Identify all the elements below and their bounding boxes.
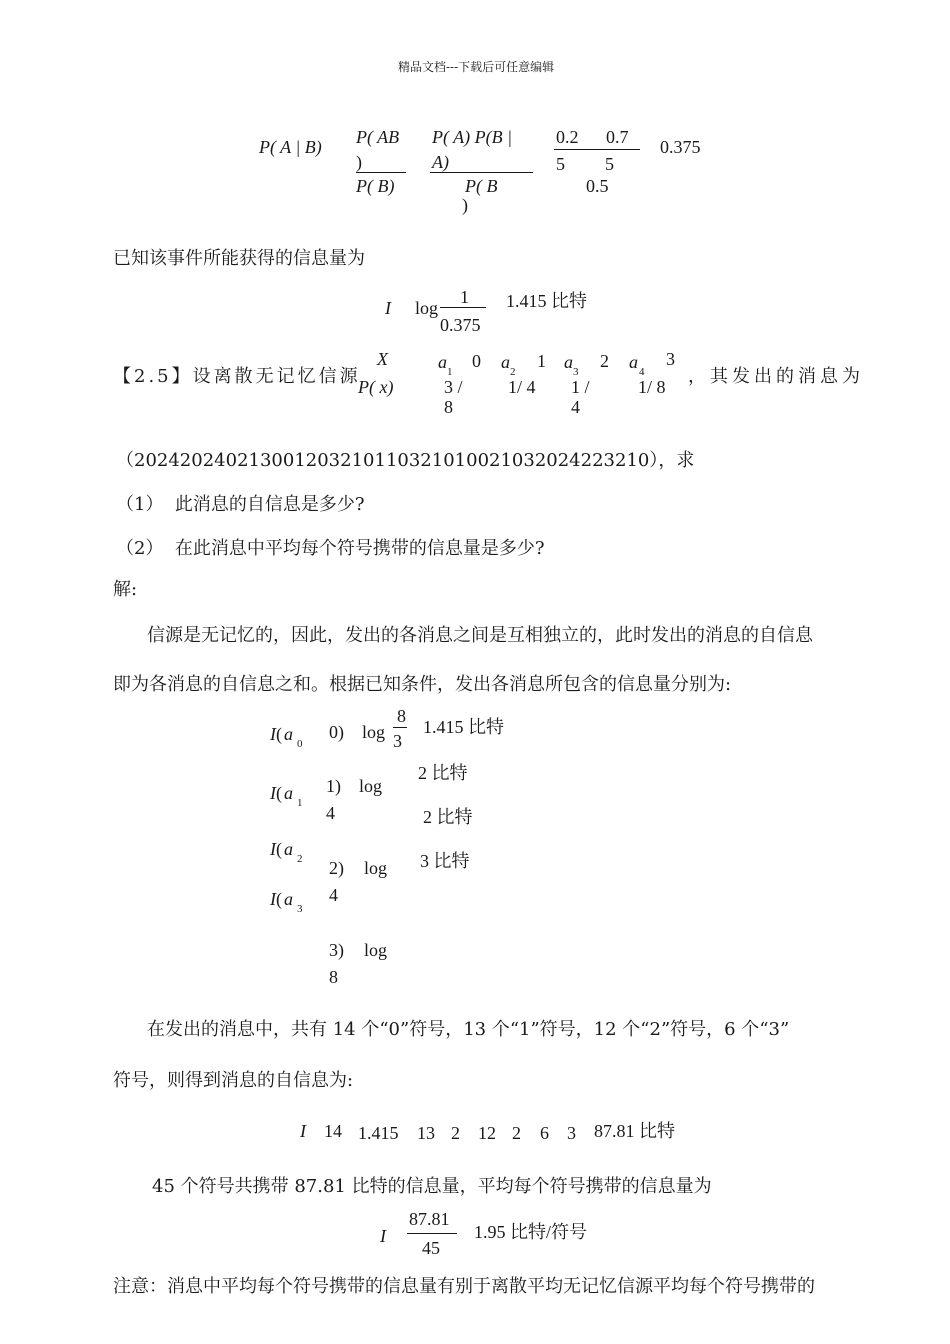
sym-a4: a bbox=[629, 352, 638, 372]
paragraph-1: 信源是无记忆的，因此，发出的各消息之间是互相独立的，此时发出的消息的自信息 bbox=[147, 625, 813, 646]
problem-label: 【2.5】设离散无记忆信源 bbox=[113, 366, 361, 387]
eq1-result: 0.375 bbox=[660, 137, 701, 157]
eq1-f1-bot: P( B) bbox=[356, 176, 395, 196]
info-four-2: 4 bbox=[329, 885, 338, 905]
info-i-3: I bbox=[270, 889, 276, 909]
eq1-f3-top: 0.2 bbox=[556, 127, 579, 147]
info-log-3: log bbox=[364, 940, 388, 960]
eq1-f34-bot: 0.5 bbox=[586, 176, 609, 196]
eq1-f1-top2: ) bbox=[356, 152, 362, 172]
info-zero: 0) bbox=[329, 722, 344, 742]
info-frac-bar bbox=[393, 727, 407, 728]
val-2: 2 bbox=[600, 351, 609, 371]
sym-a3-sub: 3 bbox=[573, 366, 579, 378]
info-sub-0: 0 bbox=[297, 738, 303, 750]
eq3-term-6: 2 bbox=[512, 1123, 521, 1143]
message-sequence: （202420240213001203210110321010021032024223210），求 bbox=[116, 450, 695, 471]
prob-4: 1/ 8 bbox=[638, 377, 666, 397]
eq4-result: 1.95 比特/符号 bbox=[474, 1222, 588, 1242]
problem-tail: ，其发出的消息为 bbox=[688, 366, 864, 387]
info-i-2: I bbox=[270, 839, 276, 859]
eq1-f1-top1: P( AB bbox=[356, 127, 400, 147]
info-a-3: a bbox=[284, 889, 293, 909]
info-eight: 8 bbox=[329, 967, 338, 987]
eq3-lhs: I bbox=[300, 1121, 306, 1141]
eq4-lhs: I bbox=[380, 1226, 386, 1246]
info-four-1: 4 bbox=[326, 803, 335, 823]
eq2-den: 0.375 bbox=[440, 315, 481, 335]
note: 注意：消息中平均每个符号携带的信息量有别于离散平均无记忆信源平均每个符号携带的 bbox=[113, 1276, 815, 1297]
prob-1-den: 8 bbox=[444, 397, 453, 417]
eq1-f2-top2: A) bbox=[432, 152, 449, 172]
info-log-1: log bbox=[359, 776, 383, 796]
info-two: 2) bbox=[329, 858, 344, 878]
info-r3: 3 比特 bbox=[420, 851, 470, 871]
eq4-den: 45 bbox=[422, 1238, 440, 1258]
page-header: 精品文档---下载后可任意编辑 bbox=[398, 60, 555, 74]
info-sub-2: 2 bbox=[297, 853, 303, 865]
eq2-bar bbox=[440, 307, 486, 308]
sym-a1: a bbox=[438, 352, 447, 372]
paragraph-3: 在发出的消息中，共有 14 个“0”符号，13 个“1”符号，12 个“2”符号，6 个“3” bbox=[147, 1019, 790, 1040]
info-a-1: a bbox=[284, 783, 293, 803]
paragraph-2: 即为各消息的自信息之和。根据已知条件，发出各消息所包含的信息量分别为: bbox=[113, 674, 732, 695]
question-2: （2） 在此消息中平均每个符号携带的信息量是多少? bbox=[116, 538, 545, 559]
eq1-f34-bar bbox=[554, 149, 640, 150]
info-i-0: I bbox=[270, 724, 276, 744]
eq1-f2-top1: P( A) P(B | bbox=[432, 127, 513, 147]
eq1-f3-top-b: 5 bbox=[556, 154, 565, 174]
eq3-term-5: 12 bbox=[478, 1123, 496, 1143]
eq3-term-7: 6 bbox=[540, 1123, 549, 1143]
eq1-lhs: P( A | B) bbox=[259, 137, 322, 157]
eq2-log: log bbox=[415, 298, 439, 318]
eq4-bar bbox=[407, 1233, 457, 1234]
eq3-term-4: 2 bbox=[451, 1123, 460, 1143]
info-a-0: a bbox=[284, 724, 293, 744]
prob-3-den: 4 bbox=[571, 397, 580, 417]
eq1-f2-bot2: ) bbox=[462, 195, 468, 215]
val-3: 3 bbox=[666, 349, 675, 369]
prob-1: 3 / bbox=[444, 377, 463, 397]
source-px: P( x) bbox=[358, 377, 394, 397]
sym-a2: a bbox=[501, 352, 510, 372]
info-frac-den: 3 bbox=[393, 731, 402, 751]
sym-a4-sub: 4 bbox=[639, 366, 645, 378]
question-1: （1） 此消息的自信息是多少? bbox=[116, 494, 365, 515]
eq1-f2-bot1: P( B bbox=[465, 176, 498, 196]
eq3-term-8: 3 bbox=[567, 1123, 576, 1143]
val-0: 0 bbox=[472, 351, 481, 371]
eq2-result: 1.415 比特 bbox=[506, 291, 587, 311]
text-known-info: 已知该事件所能获得的信息量为 bbox=[113, 248, 365, 269]
info-frac-num: 8 bbox=[397, 706, 406, 726]
eq1-f1-bar bbox=[356, 172, 406, 173]
info-three: 3) bbox=[329, 940, 344, 960]
info-sub-3: 3 bbox=[297, 903, 303, 915]
eq1-f4-top: 0.7 bbox=[606, 127, 629, 147]
eq3-result: 87.81 比特 bbox=[594, 1121, 675, 1141]
sym-a2-sub: 2 bbox=[510, 366, 516, 378]
sym-a1-sub: 1 bbox=[447, 366, 453, 378]
paragraph-4: 符号，则得到消息的自信息为: bbox=[113, 1070, 354, 1091]
info-one: 1) bbox=[326, 776, 341, 796]
info-i-1: I bbox=[270, 783, 276, 803]
val-1: 1 bbox=[537, 351, 546, 371]
eq3-term-1: 14 bbox=[324, 1121, 342, 1141]
paragraph-5: 45 个符号共携带 87.81 比特的信息量，平均每个符号携带的信息量为 bbox=[152, 1176, 712, 1197]
source-x: X bbox=[377, 349, 388, 369]
eq4-num: 87.81 bbox=[409, 1209, 450, 1229]
eq1-f2-bar bbox=[430, 172, 533, 173]
prob-2: 1/ 4 bbox=[508, 377, 536, 397]
eq2-num: 1 bbox=[460, 287, 469, 307]
info-log-0: log bbox=[362, 722, 386, 742]
info-r2: 2 比特 bbox=[423, 807, 473, 827]
info-sub-1: 1 bbox=[297, 797, 303, 809]
eq3-term-2: 1.415 bbox=[358, 1123, 399, 1143]
eq1-f4-top-b: 5 bbox=[605, 154, 614, 174]
eq3-term-3: 13 bbox=[417, 1123, 435, 1143]
info-a-2: a bbox=[284, 839, 293, 859]
eq2-lhs: I bbox=[385, 298, 391, 318]
info-r0: 1.415 比特 bbox=[423, 717, 504, 737]
prob-3: 1 / bbox=[571, 377, 590, 397]
solution-label: 解: bbox=[113, 579, 138, 600]
info-r1: 2 比特 bbox=[418, 763, 468, 783]
info-log-2: log bbox=[364, 858, 388, 878]
sym-a3: a bbox=[564, 352, 573, 372]
